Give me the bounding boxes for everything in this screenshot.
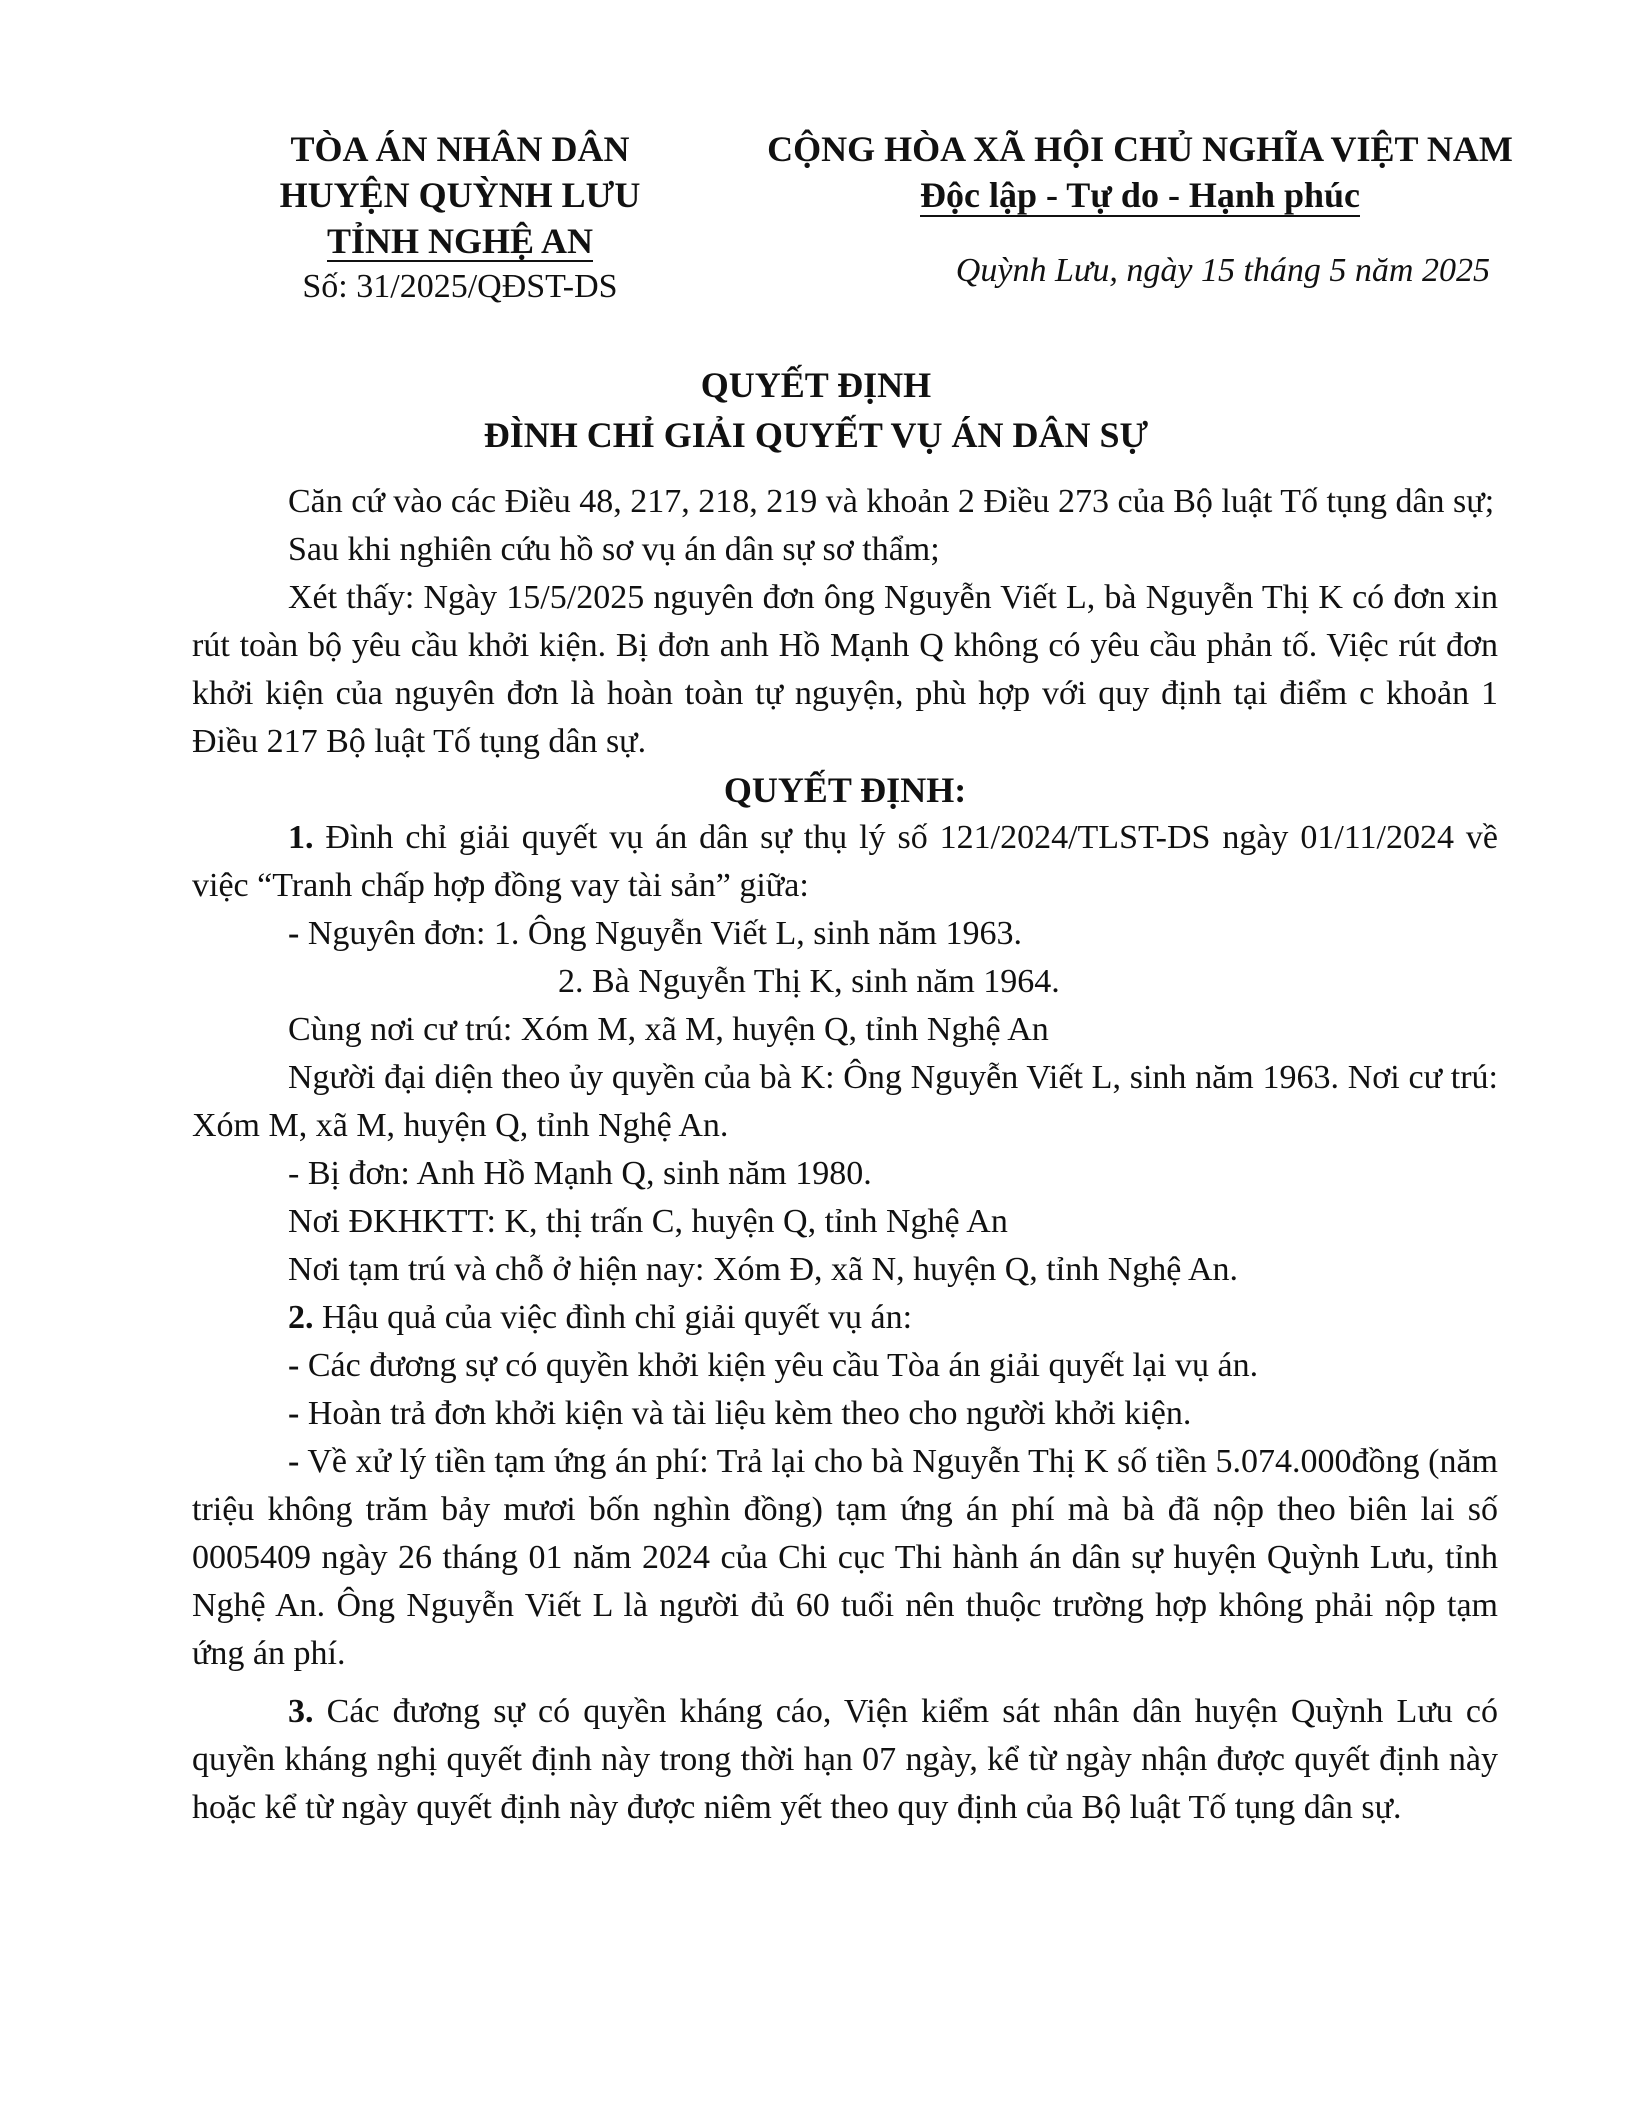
dash: - (288, 915, 300, 952)
item-text: Đình chỉ giải quyết vụ án dân sự thụ lý số 121/2024/TLST-DS ngày 01/11/2024 về việc “Tranh chấp hợp đồng vay tài sản” giữa: (192, 819, 1498, 904)
title-line2: ĐÌNH CHỈ GIẢI QUYẾT VỤ ÁN DÂN SỰ (483, 415, 1149, 455)
nation-header (730, 126, 1550, 294)
plaintiff-residence: Cùng nơi cư trú: Xóm M, xã M, huyện Q, tỉnh Nghệ An (288, 1011, 1049, 1048)
plaintiff-1 (192, 910, 1498, 958)
item-number: 1. (288, 819, 314, 856)
plaintiff-1-text: Nguyên đơn: 1. Ông Nguyễn Viết L, sinh năm 1963. (299, 915, 1022, 952)
findings-paragraph: Xét thấy: Ngày 15/5/2025 nguyên đơn ông Nguyễn Viết L, bà Nguyễn Thị K có đơn xin rút toàn bộ yêu cầu khởi kiện. Bị đơn anh Hồ Mạnh Q không có yêu cầu phản tố. Việc rút đơn khởi kiện của nguyên đơn là hoàn toàn tự nguyện, phù hợp với quy định tại điểm c khoản 1 Điều 217 Bộ luật Tố tụng dân sự. (192, 579, 1498, 760)
review-paragraph: Sau khi nghiên cứu hồ sơ vụ án dân sự sơ thẩm; (288, 531, 940, 568)
consequence-1 (192, 1342, 1498, 1390)
dash: - (288, 1443, 300, 1480)
consequence-3-text: Về xử lý tiền tạm ứng án phí: Trả lại cho bà Nguyễn Thị K số tiền 5.074.000đồng (năm triệu không trăm bảy mươi bốn nghìn đồng) tạm ứng án phí mà bà đã nộp theo biên lai số 0005409 ngày 26 tháng 01 năm 2024 của Chi cục Thi hành án dân sự huyện Quỳnh Lưu, tỉnh Nghệ An. Ông Nguyễn Viết L là người đủ 60 tuổi nên thuộc trường hợp không phải nộp tạm ứng án phí. (192, 1443, 1498, 1672)
item-text: Hậu quả của việc đình chỉ giải quyết vụ án: (313, 1299, 913, 1336)
defendant-registered-address: Nơi ĐKHKTT: K, thị trấn C, huyện Q, tỉnh Nghệ An (288, 1203, 1008, 1240)
legal-basis-paragraph: Căn cứ vào các Điều 48, 217, 218, 219 và khoản 2 Điều 273 của Bộ luật Tố tụng dân sự; (288, 483, 1495, 520)
nation-name: CỘNG HÒA XÃ HỘI CHỦ NGHĨA VIỆT NAM (767, 129, 1513, 169)
dash: - (288, 1347, 300, 1384)
defendant-temporary-address: Nơi tạm trú và chỗ ở hiện nay: Xóm Đ, xã N, huyện Q, tỉnh Nghệ An. (288, 1251, 1239, 1288)
item-number: 2. (288, 1299, 314, 1336)
title-line1: QUYẾT ĐỊNH (700, 365, 932, 405)
plaintiff-2: 2. Bà Nguyễn Thị K, sinh năm 1964. (558, 963, 1060, 1000)
consequence-2-text: Hoàn trả đơn khởi kiện và tài liệu kèm theo cho người khởi kiện. (299, 1395, 1192, 1432)
decision-heading: QUYẾT ĐỊNH: (723, 770, 967, 810)
court-name-line3: TỈNH NGHỆ AN (326, 221, 594, 261)
decision-item-3 (192, 1688, 1498, 1832)
document-number: Số: 31/2025/QĐST-DS (302, 268, 618, 305)
item-number: 3. (288, 1693, 314, 1730)
nation-motto: Độc lập - Tự do - Hạnh phúc (919, 175, 1361, 215)
defendant: - Bị đơn: Anh Hồ Mạnh Q, sinh năm 1980. (288, 1155, 872, 1192)
court-header (250, 126, 670, 310)
court-name-line2: HUYỆN QUỲNH LƯU (279, 175, 641, 215)
consequence-1-text: Các đương sự có quyền khởi kiện yêu cầu Tòa án giải quyết lại vụ án. (299, 1347, 1259, 1384)
decision-item-2 (192, 1294, 1498, 1342)
dash: - (288, 1395, 300, 1432)
item-text: Các đương sự có quyền kháng cáo, Viện kiểm sát nhân dân huyện Quỳnh Lưu có quyền kháng nghị quyết định này trong thời hạn 07 ngày, kể từ ngày nhận được quyết định này hoặc kể từ ngày quyết định này được niêm yết theo quy định của Bộ luật Tố tụng dân sự. (192, 1693, 1498, 1826)
consequence-3 (192, 1438, 1498, 1678)
court-name-line1: TÒA ÁN NHÂN DÂN (290, 129, 630, 169)
decision-item-1 (192, 814, 1498, 910)
consequence-2 (192, 1390, 1498, 1438)
representative-paragraph: Người đại diện theo ủy quyền của bà K: Ông Nguyễn Viết L, sinh năm 1963. Nơi cư trú: Xóm M, xã M, huyện Q, tỉnh Nghệ An. (192, 1059, 1498, 1144)
document-body (192, 478, 1498, 1832)
document-title (0, 360, 1632, 460)
place-date: Quỳnh Lưu, ngày 15 tháng 5 năm 2025 (955, 252, 1490, 289)
